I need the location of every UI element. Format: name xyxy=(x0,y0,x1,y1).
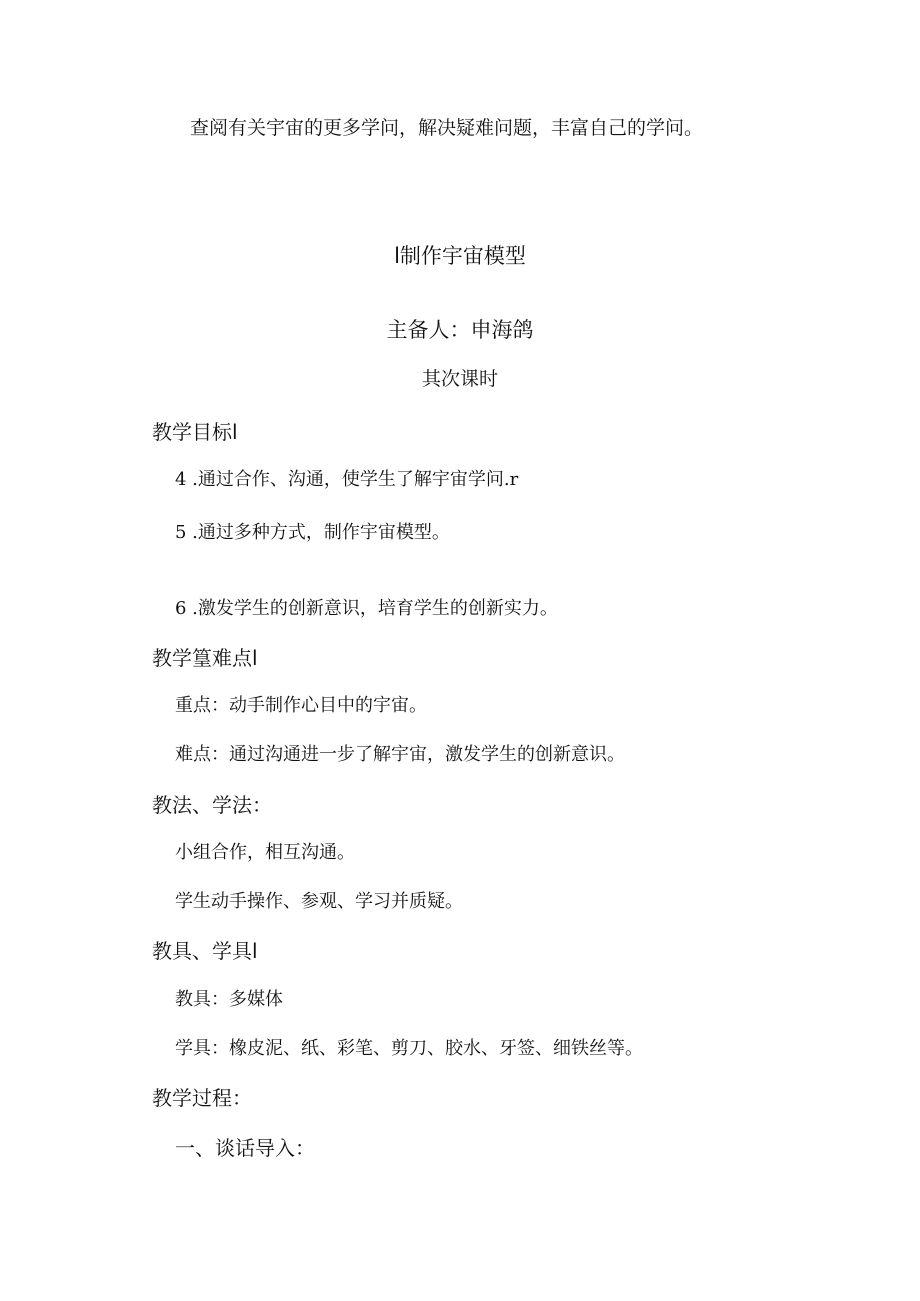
objective-item-2: 5 .通过多种方式，制作宇宙模型。 xyxy=(175,522,450,543)
lesson-author: 主备人：申海鸽 xyxy=(386,318,534,342)
intro-paragraph: 查阅有关宇宙的更多学问，解决疑难问题，丰富自己的学问。 xyxy=(190,117,704,139)
lesson-title: l制作宇宙模型 xyxy=(394,244,526,268)
tools-heading: 教具、学具l xyxy=(152,939,258,963)
objectives-heading: 教学目标l xyxy=(152,420,238,444)
key-point-focus: 重点：动手制作心目中的宇宙。 xyxy=(175,695,427,716)
method-item-1: 小组合作，相互沟通。 xyxy=(175,842,355,863)
method-item-2: 学生动手操作、参观、学习并质疑。 xyxy=(175,891,463,912)
tools-teacher: 教具：多媒体 xyxy=(175,989,283,1010)
process-heading: 教学过程： xyxy=(152,1086,252,1110)
tools-student: 学具：橡皮泥、纸、彩笔、剪刀、胶水、牙签、细铁丝等。 xyxy=(175,1038,643,1059)
objective-item-3: 6 .激发学生的创新意识，培育学生的创新实力。 xyxy=(175,598,558,619)
methods-heading: 教法、学法： xyxy=(152,793,272,817)
lesson-period: 其次课时 xyxy=(421,368,498,390)
process-step-1: 一、谈话导入： xyxy=(175,1136,315,1160)
key-point-difficulty: 难点：通过沟通进一步了解宇宙，激发学生的创新意识。 xyxy=(175,744,625,765)
key-points-heading: 教学篁难点l xyxy=(152,646,258,670)
objective-item-1: 4 .通过合作、沟通，使学生了解宇宙学问.r xyxy=(175,469,519,490)
